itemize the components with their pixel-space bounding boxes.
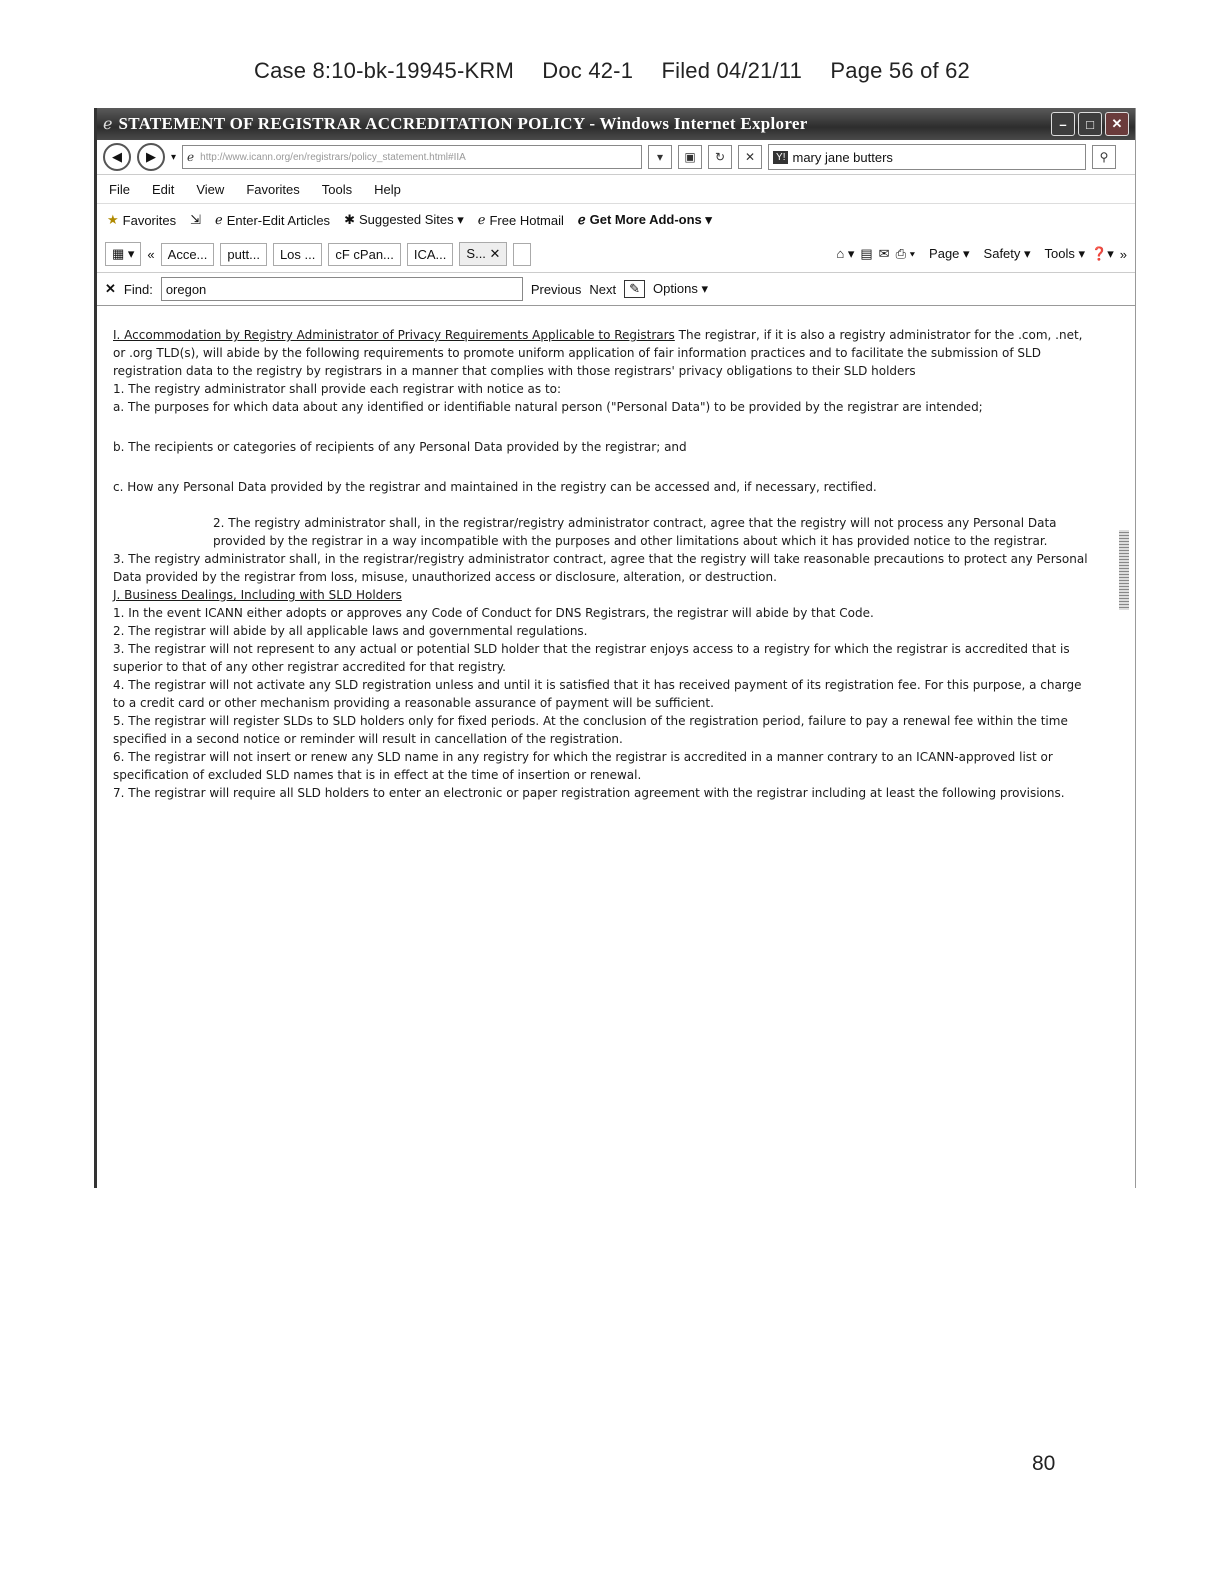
stop-button[interactable]: ✕ (738, 145, 762, 169)
window-title: STATEMENT OF REGISTRAR ACCREDITATION POLICY - Windows Internet Explorer (118, 114, 808, 133)
search-input[interactable] (768, 144, 1086, 170)
item-i1: 1. The registry administrator shall provide each registrar with notice as to: (113, 382, 562, 396)
maximize-button[interactable]: □ (1078, 112, 1102, 136)
favorites-bar (97, 204, 1135, 236)
feeds-icon[interactable]: ▤ (860, 246, 873, 261)
tools-menu[interactable]: Tools ▾ (1044, 246, 1086, 261)
search-value: mary jane butters (792, 149, 893, 165)
favorites-button[interactable] (107, 212, 176, 228)
compatibility-view-button[interactable]: ▣ (678, 145, 702, 169)
fav-item-label: Get More Add-ons ▾ (589, 212, 712, 227)
section-j-title[interactable]: J. Business Dealings, Including with SLD Holders (113, 588, 402, 602)
forward-button[interactable]: ▶ (137, 143, 165, 171)
tab-los[interactable]: Los ... (273, 243, 322, 266)
url-text: http://www.icann.org/en/registrars/policy_statement.html#IIA (200, 151, 466, 163)
scrollbar[interactable] (1119, 530, 1129, 610)
fav-item-free-hotmail[interactable] (478, 212, 564, 228)
item-i2: 2. The registry administrator shall, in the registrar/registry administrator contract, agree that the registry will not process any Personal Data provided by the registrar in a way incompatible with the purposes and other limitations about which it has provided notice to the registrar. (213, 516, 1057, 548)
item-i3: 3. The registry administrator shall, in the registrar/registry administrator contract, agree that the registry will take reasonable precautions to protect any Personal Data provided by the registrar from loss, misuse, unauthorized access or disclosure, alteration, or destruction. (113, 552, 1088, 584)
menu-help[interactable]: Help (374, 181, 401, 197)
menu-view[interactable]: View (196, 181, 225, 197)
tab-acce[interactable]: Acce... (161, 243, 215, 266)
url-dropdown-button[interactable]: ▾ (648, 145, 672, 169)
tab-putt[interactable]: putt... (220, 243, 267, 266)
filed-date: Filed 04/21/11 (661, 58, 803, 83)
fav-item-enter-edit[interactable] (215, 212, 330, 228)
menu-favorites[interactable]: Favorites (246, 181, 300, 197)
page-number: 80 (1032, 1452, 1056, 1475)
find-value: oregon (165, 281, 207, 297)
ie-logo-icon: ℯ (103, 116, 113, 133)
fav-item-label: Suggested Sites ▾ (358, 212, 464, 227)
tab-active[interactable] (459, 242, 507, 266)
find-input[interactable] (161, 277, 523, 301)
menu-edit[interactable]: Edit (151, 181, 175, 197)
item-j4: 4. The registrar will not activate any SLD registration unless and until it is satisfied that it has received payment of its registration fee. For this purpose, a charge to a credit card or other mechanism providing a reasonable assurance of payment will be sufficient. (113, 678, 1082, 710)
find-label: Find: (123, 281, 153, 297)
section-i (113, 306, 1095, 380)
menu-bar (97, 175, 1135, 204)
close-find-icon[interactable]: ✕ (105, 281, 116, 296)
item-j6: 6. The registrar will not insert or renew any SLD name in any registry for which the registrar is accredited in a manner contrary to an ICANN-approved list or specification of excluded SLD names that is in effect at the time of insertion or renewal. (113, 750, 1053, 782)
ie-page-icon: ℯ (477, 212, 486, 227)
add-favorite-icon[interactable]: ⇲ (190, 212, 202, 227)
fav-item-suggested-sites[interactable] (344, 212, 464, 228)
chevron-more-icon[interactable]: » (1119, 246, 1127, 262)
nav-dropdown-icon[interactable]: ▾ (171, 151, 177, 163)
close-button[interactable]: ✕ (1105, 112, 1129, 136)
highlight-icon[interactable]: ✎ (624, 280, 645, 298)
url-input[interactable] (182, 145, 642, 169)
tab-list-icon[interactable]: « (147, 246, 155, 262)
item-i1a: a. The purposes for which data about any identified or identifiable natural person ("Personal Data") to be provided by the registrar are intended; (113, 400, 983, 414)
search-button[interactable]: ⚲ (1092, 145, 1116, 169)
page-count: Page 56 of 62 (830, 58, 970, 83)
tab-bar (97, 236, 1135, 273)
item-j3: 3. The registrar will not represent to any actual or potential SLD holder that the registrar enjoys access to a registry for which the registrar is accredited that is superior to that of any other registrar accredited for that registry. (113, 642, 1070, 674)
tab-ica[interactable]: ICA... (407, 243, 454, 266)
item-i1b: b. The recipients or categories of recipients of any Personal Data provided by the registrar; and (113, 440, 687, 454)
item-j2: 2. The registrar will abide by all applicable laws and governmental regulations. (113, 624, 588, 638)
star-icon: ★ (107, 212, 119, 227)
back-button[interactable]: ◀ (103, 143, 131, 171)
fav-item-label: Free Hotmail (489, 212, 564, 228)
case-number: Case 8:10-bk-19945-KRM (254, 58, 514, 83)
quick-tabs-button[interactable]: ▦ ▾ (105, 242, 141, 266)
fav-item-label: Enter-Edit Articles (226, 212, 331, 228)
new-tab-button[interactable] (513, 243, 531, 266)
fav-item-addons[interactable] (578, 212, 712, 228)
doc-number: Doc 42-1 (542, 58, 634, 83)
previous-button[interactable]: Previous (530, 281, 582, 297)
case-header (0, 58, 1224, 84)
next-button[interactable]: Next (589, 281, 617, 297)
page-menu[interactable]: Page ▾ (929, 246, 970, 261)
page-icon: ℯ (187, 150, 195, 164)
help-icon[interactable]: ❓▾ (1091, 246, 1114, 261)
mail-icon[interactable]: ✉ (878, 246, 890, 261)
ie-page-icon: ℯ (577, 212, 586, 227)
ie-page-icon: ℯ (215, 212, 223, 227)
close-tab-icon[interactable]: ✕ (489, 246, 501, 261)
options-menu[interactable]: Options ▾ (653, 281, 708, 296)
minimize-button[interactable]: – (1051, 112, 1075, 136)
search-provider-icon: Y! (773, 151, 788, 164)
item-j1: 1. In the event ICANN either adopts or approves any Code of Conduct for DNS Registrars, the registrar will abide by that Code. (113, 606, 874, 620)
favorites-label: Favorites (122, 212, 177, 228)
tab-cpanel[interactable]: cF cPan... (328, 243, 401, 266)
section-i-title[interactable]: I. Accommodation by Registry Administrator of Privacy Requirements Applicable to Registrars (113, 328, 675, 342)
address-bar (97, 140, 1135, 175)
refresh-button[interactable]: ↻ (708, 145, 732, 169)
window-controls (1051, 112, 1129, 136)
print-icon[interactable]: ⎙ ▾ (895, 246, 916, 261)
item-i1c: c. How any Personal Data provided by the registrar and maintained in the registry can be accessed and, if necessary, rectified. (113, 480, 877, 494)
section-i-text: The registrar, if it is also a registry administrator for the .com, .net, or .org TLD(s), will abide by the following requirements to promote uniform application of fair information practices and to facilitate the submission of SLD registration data to the registry by registrars in a manner that complies with those registrars' privacy obligations to their SLD holders (113, 328, 1083, 378)
safety-menu[interactable]: Safety ▾ (983, 246, 1031, 261)
active-tab-label: S... (466, 246, 486, 261)
item-j5: 5. The registrar will register SLDs to SLD holders only for fixed periods. At the conclusion of the registration period, failure to pay a renewal fee within the time specified in a second notice or reminder will result in cancellation of the registration. (113, 714, 1068, 746)
home-icon[interactable]: ⌂ ▾ (836, 246, 855, 261)
suggested-sites-icon: ✱ (344, 212, 355, 227)
browser-window (94, 108, 1136, 1188)
menu-tools[interactable]: Tools (321, 181, 353, 197)
menu-file[interactable]: File (109, 181, 130, 197)
find-bar (97, 273, 1135, 306)
page-content (97, 306, 1135, 1186)
title-bar (97, 108, 1135, 140)
item-j7: 7. The registrar will require all SLD holders to enter an electronic or paper registration agreement with the registrar including at least the following provisions. (113, 786, 1065, 800)
